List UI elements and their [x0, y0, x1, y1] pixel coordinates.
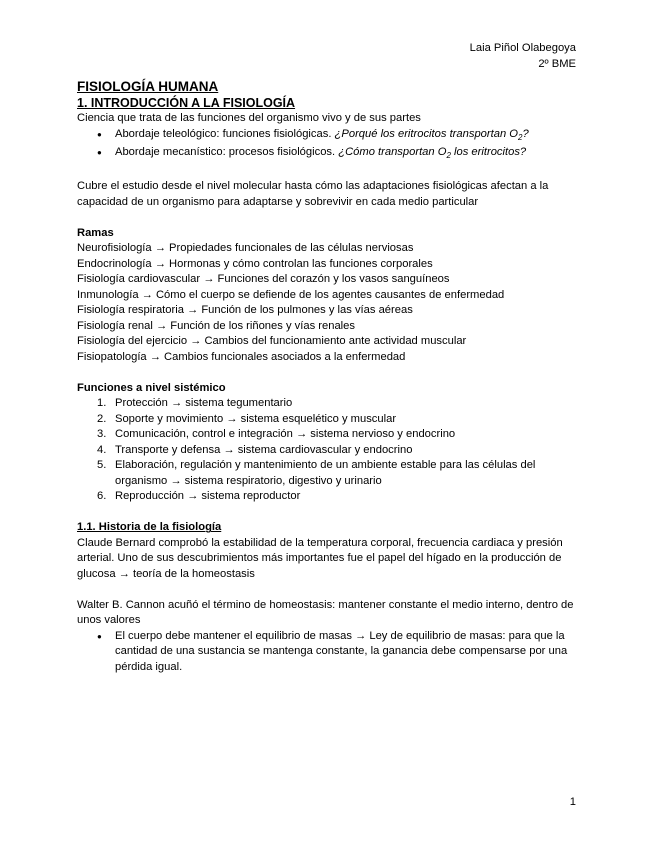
document-title: FISIOLOGÍA HUMANA	[77, 79, 219, 94]
course-label: 2º BME	[538, 58, 576, 70]
approach-label: Abordaje teleológico: funciones fisiológicas.	[115, 127, 335, 140]
rama-item: Fisiopatología → Cambios funcionales asociados a la enfermedad	[77, 350, 406, 363]
author-name: Laia Piñol Olabegoya	[469, 42, 576, 54]
funciones-heading: Funciones a nivel sistémico	[77, 381, 226, 394]
rama-item: Endocrinología → Hormonas y cómo controlan las funciones corporales	[77, 257, 433, 270]
approach-question: ¿Porqué los eritrocitos transportan $O_2$?	[334, 127, 529, 142]
rama-item: Inmunología → Cómo el cuerpo se defiende de los agentes causantes de enfermedad	[77, 288, 505, 301]
rama-item: Neurofisiología → Propiedades funcionales de las células nerviosas	[77, 242, 414, 255]
rama-item: Fisiología cardiovascular → Funciones del corazón y los vasos sanguíneos	[77, 273, 450, 286]
homeostasis-list	[77, 629, 577, 676]
approach-label: Abordaje mecanístico: procesos fisiológicos.	[115, 146, 339, 159]
list-item: ● El cuerpo debe mantener el equilibrio de masas → Ley de equilibrio de masas: para que la cantidad de una sustancia se mantenga constante, la ganancia debe compensarse por una pérdida igual.	[95, 629, 577, 676]
list-item: 6. Reproducción → sistema reproductor	[97, 490, 301, 503]
definition-text: Ciencia que trata de las funciones del organismo vivo y de sus partes	[77, 112, 421, 124]
ramas-heading: Ramas	[77, 226, 114, 239]
list-item	[95, 145, 577, 164]
approach-question: ¿Cómo transportan $O_2$ los eritrocitos?	[338, 146, 527, 161]
rama-item: Fisiología del ejercicio → Cambios del funcionamiento ante actividad muscular	[77, 335, 467, 348]
list-item: 5. Elaboración, regulación y mantenimiento de un ambiente estable para las células del organismo → sistema respiratorio, digestivo y urinario	[97, 459, 536, 487]
approaches-list	[77, 127, 577, 164]
page-header	[470, 40, 576, 72]
rama-item: Fisiología respiratoria → Función de los pulmones y las vías aéreas	[77, 304, 413, 317]
list-item: 3. Comunicación, control e integración → sistema nervioso y endocrino	[97, 428, 456, 441]
bernard-paragraph: Claude Bernard comprobó la estabilidad de la temperatura corporal, frecuencia cardiaca y presión arterial. Uno de sus descubrimientos más importantes fue el papel del hígado en la producción de glucosa → teoría de la homeostasis	[77, 536, 563, 580]
list-item: 4. Transporte y defensa → sistema cardiovascular y endocrino	[97, 443, 413, 456]
list-item: 2. Soporte y movimiento → sistema esquelético y muscular	[97, 412, 397, 425]
list-item: 1. Protección → sistema tegumentario	[97, 397, 293, 410]
list-item	[95, 127, 577, 146]
scope-paragraph: Cubre el estudio desde el nivel molecular hasta cómo las adaptaciones fisiológicas afectan a la capacidad de un organismo para adaptarse y sobrevivir en cada medio particular	[77, 180, 549, 208]
page-number: 1	[569, 796, 576, 808]
rama-item: Fisiología renal → Función de los riñones y vías renales	[77, 319, 355, 332]
document-body	[77, 78, 577, 675]
funciones-list	[77, 396, 577, 505]
historia-heading: 1.1. Historia de la fisiología	[77, 521, 222, 534]
section-heading-intro: 1. INTRODUCCIÓN A LA FISIOLOGÍA	[77, 96, 296, 110]
cannon-paragraph: Walter B. Cannon acuñó el término de homeostasis: mantener constante el medio interno, dentro de unos valores	[77, 598, 574, 627]
